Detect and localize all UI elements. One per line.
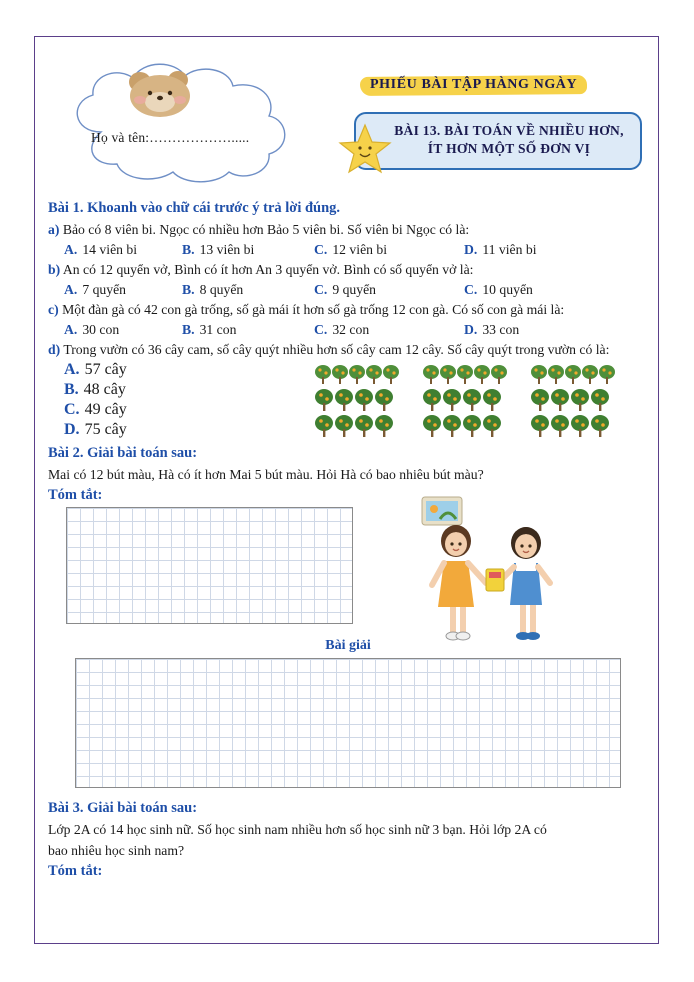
option-text: 8 quyển (199, 281, 244, 297)
option-key: B. (64, 381, 79, 399)
option-a4[interactable] (464, 242, 584, 258)
option-key: C. (314, 281, 328, 297)
item-d-text: Trong vườn có 36 cây cam, số cây quýt nhiều hơn số cây cam 12 cây. Số cây quýt trong vườn có là: (63, 341, 610, 357)
item-d-label: d) (48, 341, 61, 357)
exercise1-item-c (48, 300, 648, 320)
lesson-title-line1: BÀI 13. BÀI TOÁN VỀ NHIỀU HƠN, (394, 123, 624, 138)
banner-title-wrap (348, 74, 648, 97)
item-b-label: b) (48, 261, 61, 277)
option-key: A. (64, 361, 80, 379)
option-c4[interactable] (464, 322, 584, 338)
item-c-text: Một đàn gà có 42 con gà trống, số gà mái ít hơn số gà trống 12 con gà. Có số con gà mái là: (62, 301, 565, 317)
option-key: D. (464, 241, 478, 257)
exercise1-item-b (48, 260, 648, 280)
option-key: B. (182, 321, 195, 337)
option-b2[interactable] (182, 282, 314, 298)
lesson-title-line2: ÍT HƠN MỘT SỐ ĐƠN VỊ (427, 141, 591, 157)
exercise1-item-a (48, 220, 648, 240)
bear-icon (120, 66, 198, 118)
item-a-label: a) (48, 222, 60, 237)
item-c-options (48, 322, 648, 338)
option-text: 33 con (482, 321, 520, 337)
option-text: 31 con (199, 321, 237, 337)
exercise2-heading: Bài 2. Giải bài toán sau: (48, 445, 198, 462)
option-b3[interactable] (314, 282, 464, 298)
option-text: 7 quyển (82, 281, 127, 297)
option-text: 12 viên bi (332, 241, 388, 257)
orange-tree-rows-icon (313, 361, 623, 451)
student-name-field[interactable]: Họ và tên:………………..... (91, 130, 250, 145)
option-key: A. (64, 281, 78, 297)
item-d-answer-area (48, 361, 648, 439)
option-key: D. (64, 421, 80, 439)
item-b-options (48, 282, 648, 298)
page-title: PHIẾU BÀI TẬP HÀNG NGÀY (360, 74, 587, 97)
exercise2-summary-area (48, 507, 648, 632)
exercise2-summary-label: Tóm tắt: (48, 487, 103, 504)
lesson-title-box (354, 112, 642, 170)
two-girls-with-supplies-icon (408, 495, 578, 640)
lesson-title-text (356, 114, 640, 158)
exercise3-problem-line2: bao nhiêu học sinh nam? (48, 843, 185, 859)
option-key: C. (64, 401, 80, 419)
option-text: 49 cây (84, 401, 127, 419)
option-key: C. (314, 321, 328, 337)
option-key: A. (64, 241, 78, 257)
option-c3[interactable] (314, 322, 464, 338)
exercise3-summary-label: Tóm tắt: (48, 863, 103, 880)
worksheet-content (48, 52, 648, 883)
option-a2[interactable] (182, 242, 314, 258)
option-text: 11 viên bi (482, 241, 537, 257)
option-text: 32 con (332, 321, 370, 337)
option-key: C. (314, 241, 328, 257)
option-key: A. (64, 321, 78, 337)
option-key: B. (182, 241, 195, 257)
exercise3-heading: Bài 3. Giải bài toán sau: (48, 800, 198, 817)
item-c-label: c) (48, 301, 59, 317)
exercise2-solution-label: Bài giải (325, 638, 371, 654)
solution-grid-exercise2[interactable] (75, 658, 621, 788)
item-a-text: Bảo có 8 viên bi. Ngọc có nhiều hơn Bảo 5 viên bi. Số viên bi Ngọc có là: (62, 222, 470, 237)
option-c1[interactable] (48, 322, 182, 338)
exercise1-item-d (48, 340, 648, 360)
option-key: D. (464, 321, 478, 337)
exercise1-heading: Bài 1. Khoanh vào chữ cái trước ý trả lời đúng. (48, 200, 341, 216)
option-text: 10 quyển (482, 281, 533, 297)
option-text: 57 cây (84, 361, 127, 379)
option-text: 9 quyển (332, 281, 377, 297)
exercise3-problem-line1: Lớp 2A có 14 học sinh nữ. Số học sinh nam nhiều hơn số học sinh nữ 3 bạn. Hỏi lớp 2A có (48, 822, 547, 838)
option-text: 13 viên bi (199, 241, 255, 257)
option-a1[interactable] (48, 242, 182, 258)
worksheet-header (48, 52, 648, 194)
exercise2-problem: Mai có 12 bút màu, Hà có ít hơn Mai 5 bút màu. Hỏi Hà có bao nhiêu bút màu? (48, 467, 484, 483)
item-a-options (48, 242, 648, 258)
option-a3[interactable] (314, 242, 464, 258)
option-c2[interactable] (182, 322, 314, 338)
option-key: C. (464, 281, 478, 297)
option-key: B. (182, 281, 195, 297)
star-icon (338, 122, 392, 176)
option-b4[interactable] (464, 282, 584, 298)
option-text: 14 viên bi (82, 241, 138, 257)
option-text: 48 cây (83, 381, 126, 399)
item-b-text: An có 12 quyển vở, Bình có ít hơn An 3 quyển vở. Bình có số quyển vở là: (62, 261, 474, 277)
option-text: 75 cây (84, 421, 127, 439)
option-b1[interactable] (48, 282, 182, 298)
option-text: 30 con (82, 321, 120, 337)
summary-grid-exercise2[interactable] (66, 507, 353, 624)
